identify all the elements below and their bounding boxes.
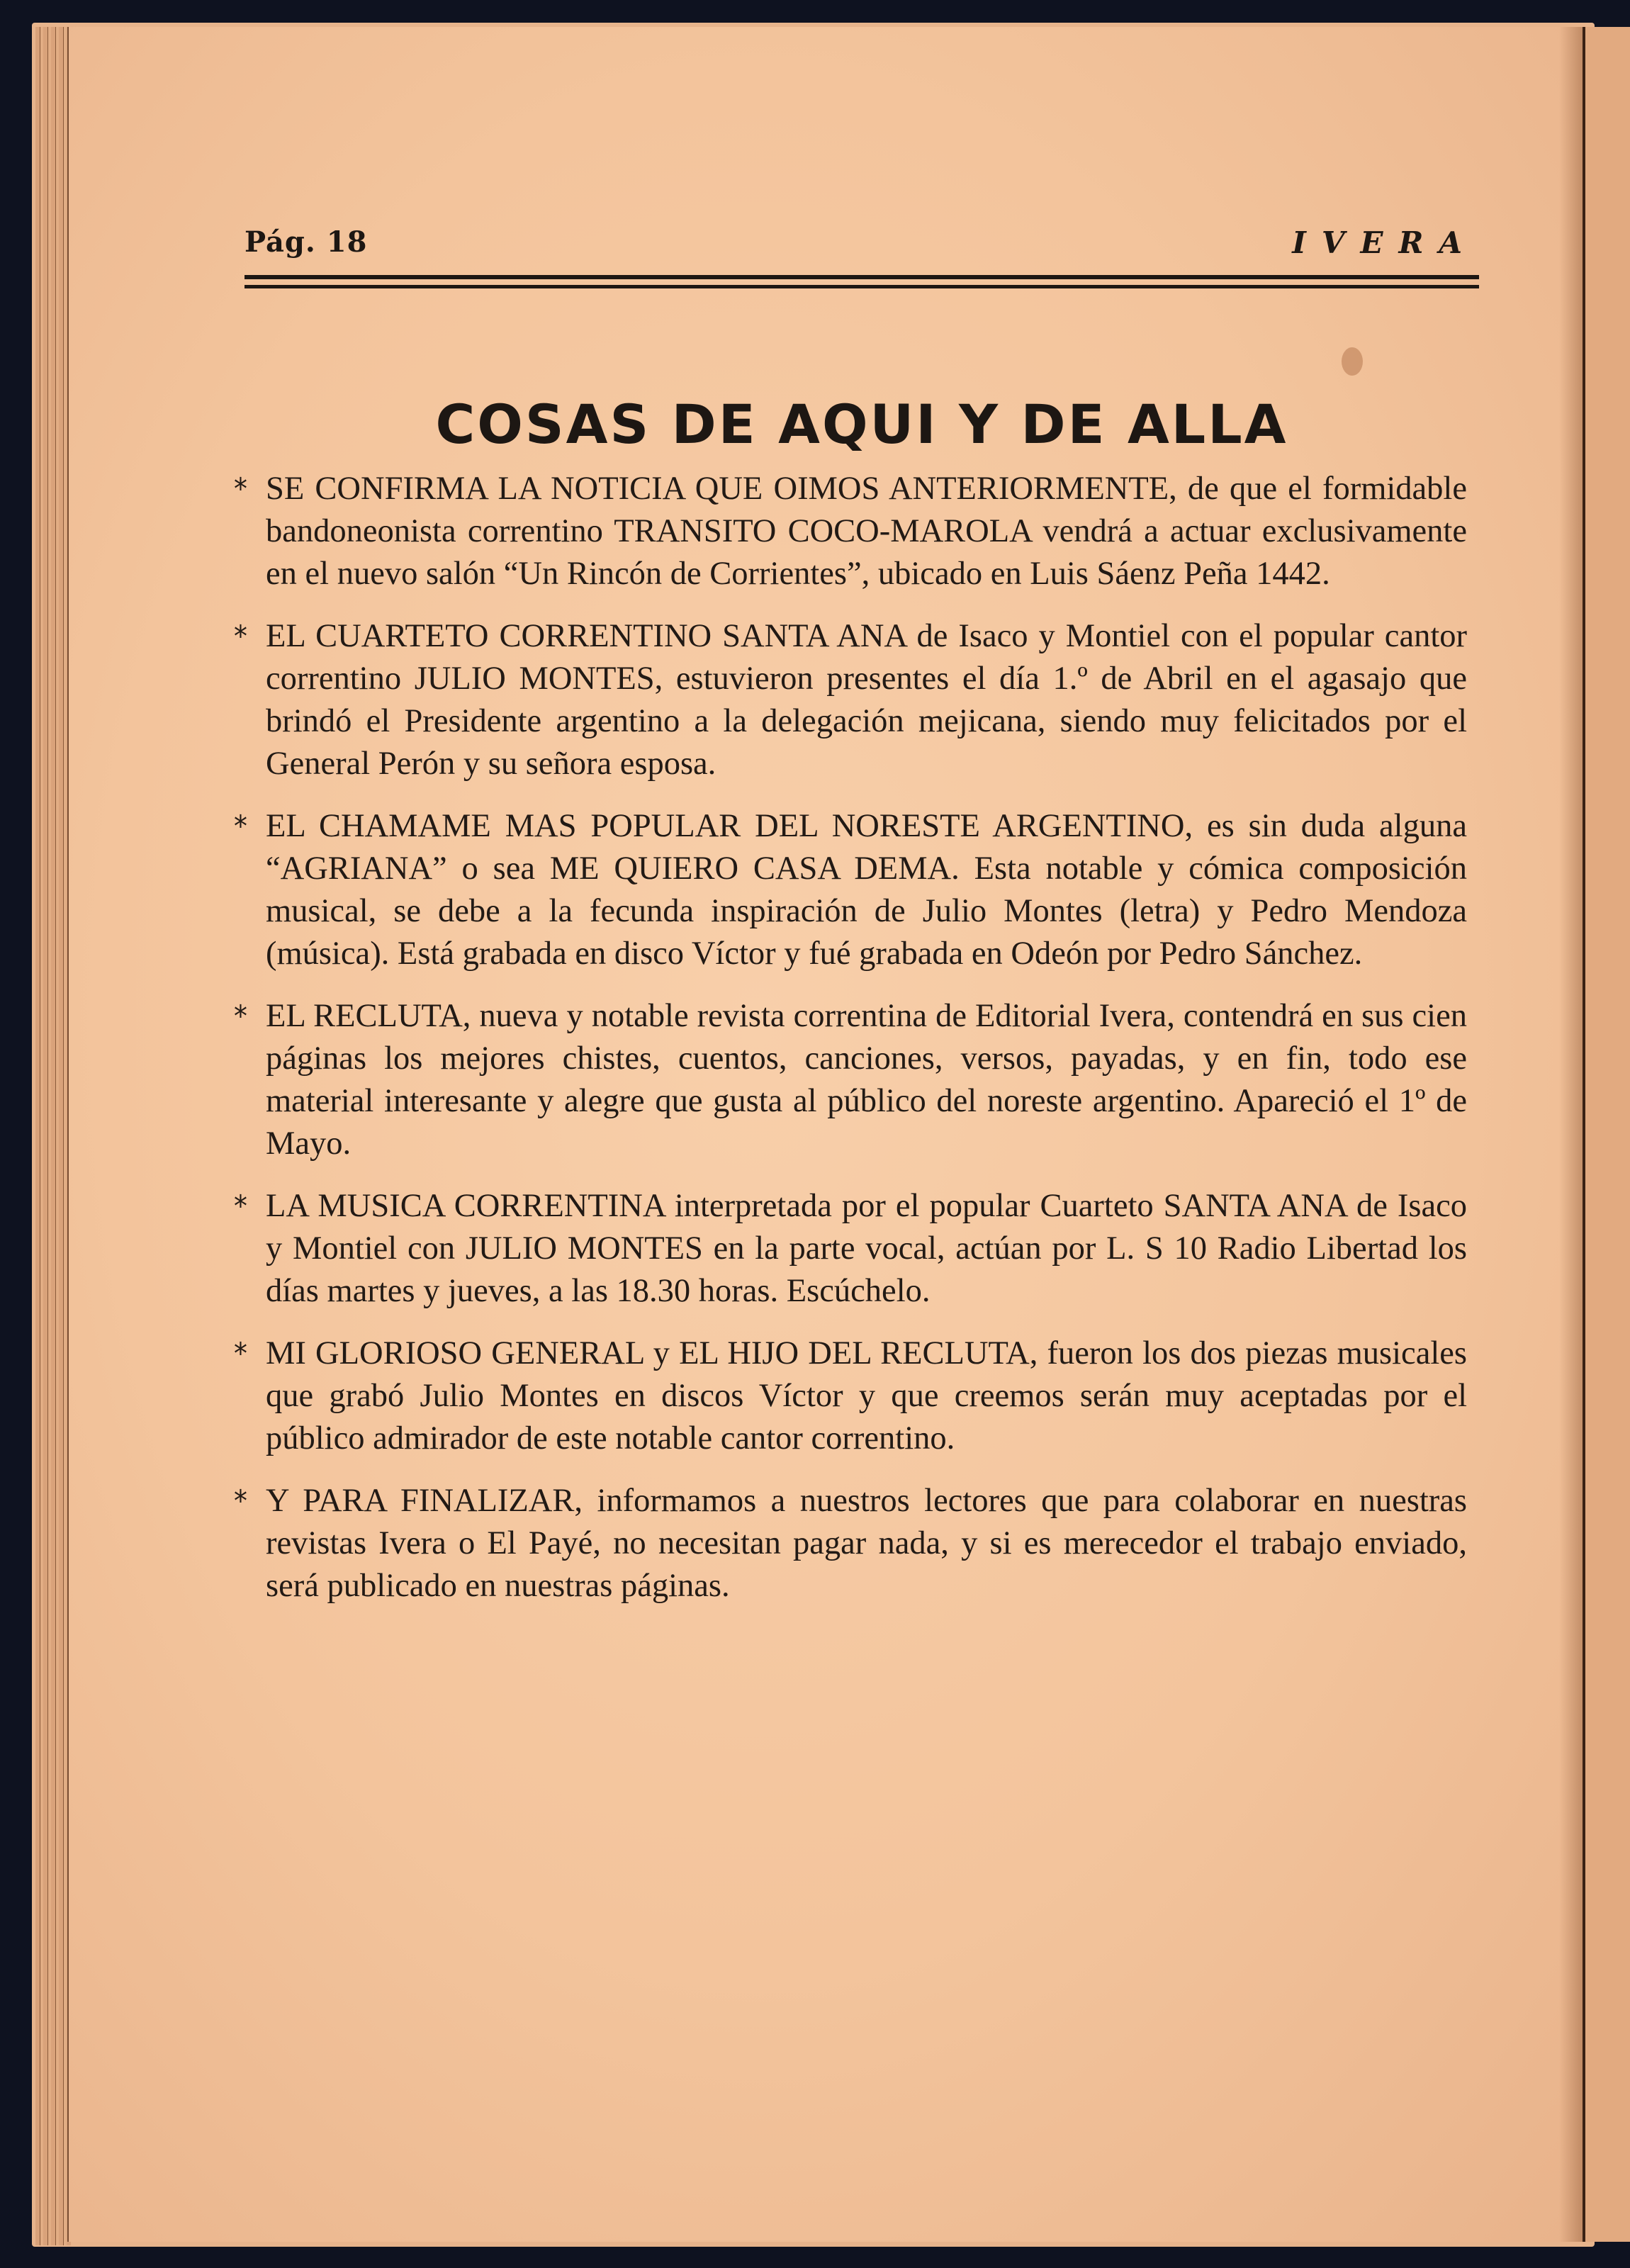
running-head — [244, 225, 1478, 268]
header-rule-bottom — [244, 285, 1479, 288]
news-item — [234, 1185, 1467, 1313]
page-edges — [35, 27, 71, 2245]
news-item — [234, 468, 1467, 595]
header-rule-top — [244, 275, 1479, 279]
news-item — [234, 805, 1467, 975]
asterisk-bullet-icon: * — [234, 1189, 247, 1223]
news-item-text: Y PARA FINALIZAR, informamos a nuestros lectores que para colaborar en nuestras revistas Ivera o El Payé, no necesitan pagar nada, y si es merecedor el trabajo enviado, será publicado en nuestras páginas. — [266, 1483, 1467, 1604]
magazine-name: IVERA — [1292, 225, 1478, 260]
asterisk-bullet-icon: * — [234, 619, 247, 653]
page-number: Pág. 18 — [244, 225, 368, 259]
news-items — [234, 468, 1467, 1627]
spine-shadow — [1559, 27, 1583, 2242]
news-item — [234, 615, 1467, 785]
news-item-text: EL CHAMAME MAS POPULAR DEL NORESTE ARGENTINO, es sin duda alguna “AGRIANA” o sea ME QUIERO CASA DEMA. Esta notable y cómica composición musical, se debe a la fecunda inspiración de Julio Montes (letra) y Pedro Mendoza (música). Está grabada en disco Víctor y fué grabada en Odeón por Pedro Sánchez. — [266, 808, 1467, 972]
asterisk-bullet-icon: * — [234, 809, 247, 843]
news-item-text: MI GLORIOSO GENERAL y EL HIJO DEL RECLUTA, fueron los dos piezas musicales que grabó Julio Montes en discos Víctor y que creemos serán muy aceptadas por el público admirador de este notable cantor correntino. — [266, 1335, 1467, 1456]
news-item — [234, 995, 1467, 1165]
article-title: COSAS DE AQUI Y DE ALLA — [435, 392, 1288, 456]
asterisk-bullet-icon: * — [234, 999, 247, 1033]
asterisk-bullet-icon: * — [234, 1483, 247, 1518]
news-item-text: LA MUSICA CORRENTINA interpretada por el popular Cuarteto SANTA ANA de Isaco y Montiel con JULIO MONTES en la parte vocal, actúan por L. S 10 Radio Libertad los días martes y jueves, a las 18.30 horas. Escúchelo. — [266, 1188, 1467, 1309]
asterisk-bullet-icon: * — [234, 1336, 247, 1371]
next-page-edge — [1585, 27, 1630, 2242]
news-item — [234, 1332, 1467, 1460]
paper-stain — [1342, 347, 1363, 376]
news-item — [234, 1480, 1467, 1607]
news-item-text: EL CUARTETO CORRENTINO SANTA ANA de Isaco y Montiel con el popular cantor correntino JULIO MONTES, estuvieron presentes el día 1.º de Abril en el agasajo que brindó el Presidente argentino a la delegación mejicana, siendo muy felicitados por el General Perón y su señora esposa. — [266, 618, 1467, 782]
news-item-text: EL RECLUTA, nueva y notable revista correntina de Editorial Ivera, contendrá en sus cien páginas los mejores chistes, cuentos, canciones, versos, payadas, y en fin, todo ese material interesante y alegre que gusta al público del noreste argentino. Apareció el 1º de Mayo. — [266, 998, 1467, 1162]
news-item-text: SE CONFIRMA LA NOTICIA QUE OIMOS ANTERIORMENTE, de que el formidable bandoneonista correntino TRANSITO COCO-MAROLA vendrá a actuar exclusivamente en el nuevo salón “Un Rincón de Corrientes”, ubicado en Luis Sáenz Peña 1442. — [266, 471, 1467, 592]
asterisk-bullet-icon: * — [234, 471, 247, 506]
